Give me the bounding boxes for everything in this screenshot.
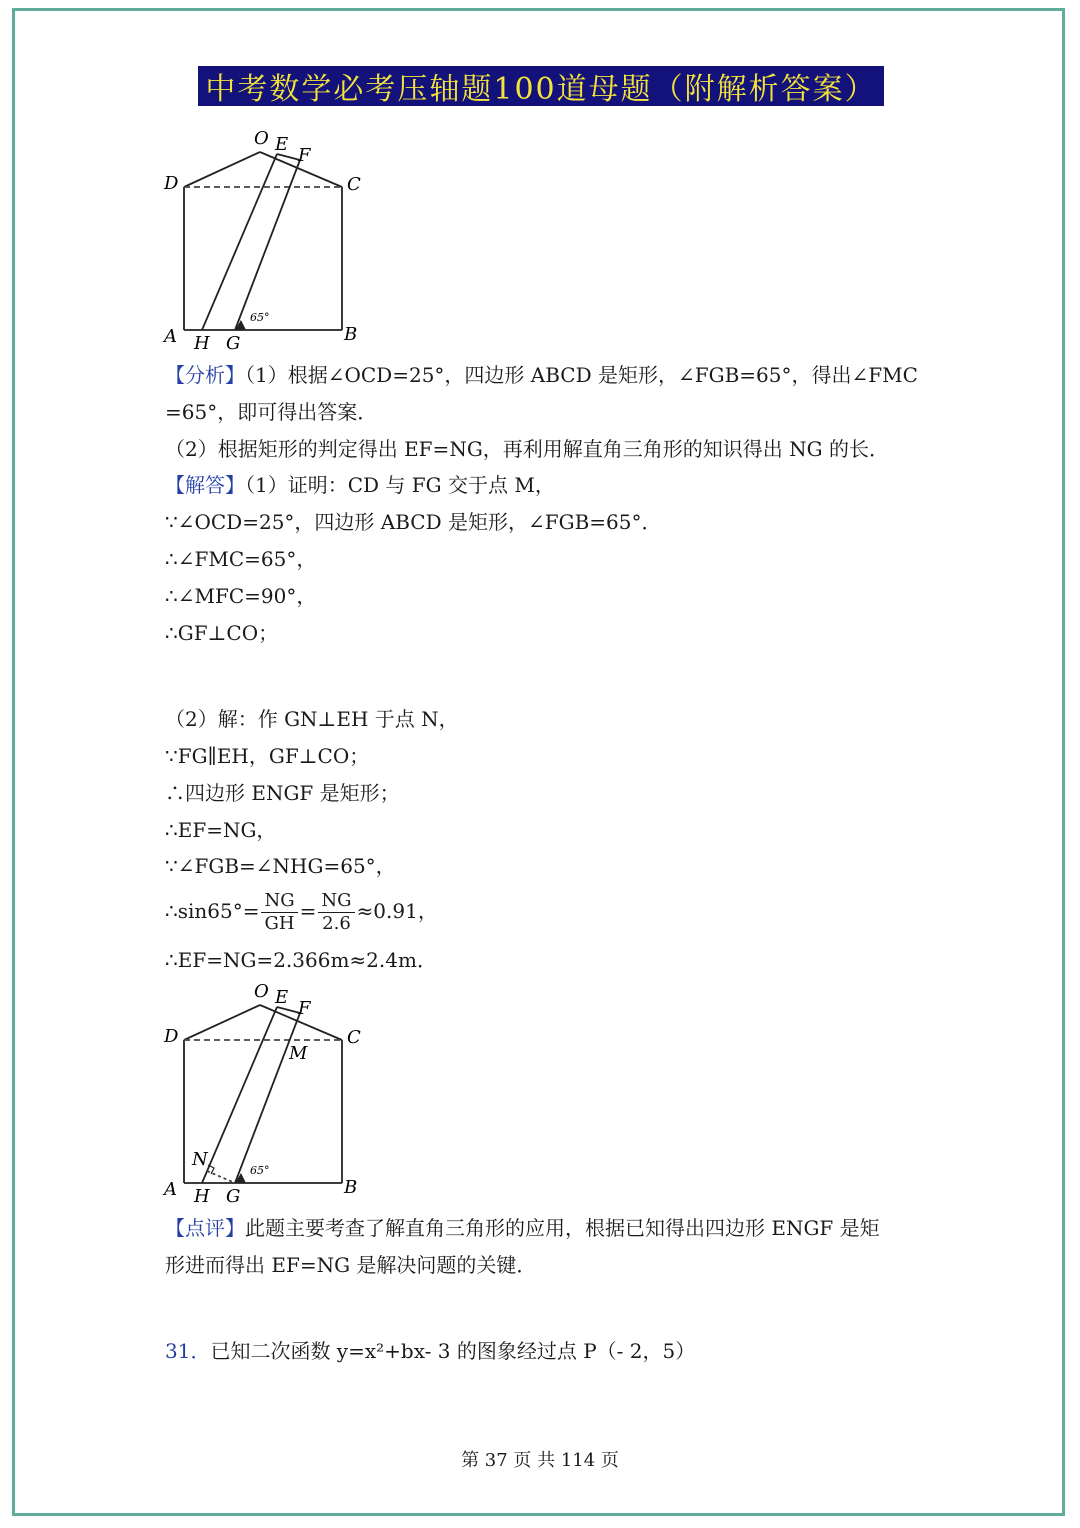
label-f: F bbox=[298, 145, 311, 166]
fraction-ng-26: $\frac{NG}{2.6}$ bbox=[318, 890, 354, 935]
edge-do bbox=[184, 152, 260, 187]
label-n: N bbox=[192, 1149, 208, 1170]
answer-line-1: 【解答】（1）证明：CD 与 FG 交于点 M， bbox=[165, 473, 555, 497]
problem-31 bbox=[165, 1337, 695, 1365]
label-g: G bbox=[226, 1186, 241, 1207]
answer-line-11: ∴sin65°= $\frac{NG}{GH}$ = $\frac{NG}{2.6}$ ≈0.91， bbox=[165, 890, 438, 934]
answer-line-6: （2）解：作 GN⊥EH 于点 N， bbox=[165, 707, 459, 731]
figure-1 bbox=[150, 122, 380, 354]
label-c: C bbox=[347, 1027, 361, 1048]
problem-number: 31． bbox=[165, 1339, 211, 1363]
answer-line-9: ∴EF=NG， bbox=[165, 818, 277, 842]
title-banner bbox=[198, 66, 884, 106]
analysis-line-2: =65°，即可得出答案． bbox=[165, 400, 378, 424]
answer-line-5: ∴GF⊥CO； bbox=[165, 621, 279, 645]
analysis-line-3: （2）根据矩形的判定得出 EF=NG，再利用解直角三角形的知识得出 NG 的长． bbox=[165, 437, 889, 461]
figure-2 bbox=[150, 975, 380, 1207]
answer-line-12: ∴EF=NG=2.366m≈2.4m． bbox=[165, 948, 437, 972]
label-d: D bbox=[164, 1026, 179, 1047]
label-m: M bbox=[289, 1043, 308, 1064]
edge-he bbox=[202, 1007, 277, 1183]
banner-title: 中考数学必考压轴题100道母题（附解析答案） bbox=[205, 72, 877, 107]
problem-text: 已知二次函数 y=x²+bx- 3 的图象经过点 P（- 2，5） bbox=[210, 1339, 696, 1363]
answer-line-2: ∵∠OCD=25°，四边形 ABCD 是矩形，∠FGB=65°． bbox=[165, 510, 662, 534]
label-d: D bbox=[164, 173, 179, 194]
comment-line-1: 【点评】此题主要考查了解直角三角形的应用，根据已知得出四边形 ENGF 是矩 bbox=[165, 1216, 880, 1240]
label-c: C bbox=[347, 174, 361, 195]
label-g: G bbox=[226, 333, 241, 354]
page-footer: 第 37 页 共 114 页 bbox=[461, 1450, 619, 1471]
label-o: O bbox=[254, 128, 269, 149]
comment-line-2: 形进而得出 EF=NG 是解决问题的关键． bbox=[165, 1253, 537, 1277]
analysis-tag: 【分析】 bbox=[165, 363, 245, 387]
label-h: H bbox=[194, 333, 210, 354]
answer-line-3: ∴∠FMC=65°， bbox=[165, 547, 317, 571]
label-e: E bbox=[275, 134, 289, 155]
label-h: H bbox=[194, 1186, 210, 1207]
answer-line-4: ∴∠MFC=90°， bbox=[165, 584, 317, 608]
angle-label: 65° bbox=[250, 1164, 270, 1177]
label-f: F bbox=[298, 998, 311, 1019]
analysis-line-1: 【分析】（1）根据∠OCD=25°，四边形 ABCD 是矩形，∠FGB=65°，得出∠FMC bbox=[165, 363, 918, 387]
label-e: E bbox=[275, 987, 289, 1008]
answer-line-8: ∴四边形 ENGF 是矩形； bbox=[165, 781, 400, 805]
edge-gf bbox=[235, 1013, 300, 1183]
label-a: A bbox=[164, 326, 177, 347]
label-b: B bbox=[344, 1177, 358, 1198]
label-b: B bbox=[344, 324, 358, 345]
label-o: O bbox=[254, 981, 269, 1002]
answer-line-10: ∵∠FGB=∠NHG=65°， bbox=[165, 854, 396, 878]
answer-line-7: ∵FG∥EH，GF⊥CO； bbox=[165, 744, 370, 768]
edge-he bbox=[202, 154, 277, 330]
answer-tag: 【解答】 bbox=[165, 473, 245, 497]
edge-gf bbox=[235, 160, 300, 330]
comment-tag: 【点评】 bbox=[165, 1216, 245, 1240]
edge-do bbox=[184, 1005, 260, 1040]
fraction-ng-gh: $\frac{NG}{GH}$ bbox=[261, 890, 297, 935]
angle-label: 65° bbox=[250, 311, 270, 324]
label-a: A bbox=[164, 1179, 177, 1200]
